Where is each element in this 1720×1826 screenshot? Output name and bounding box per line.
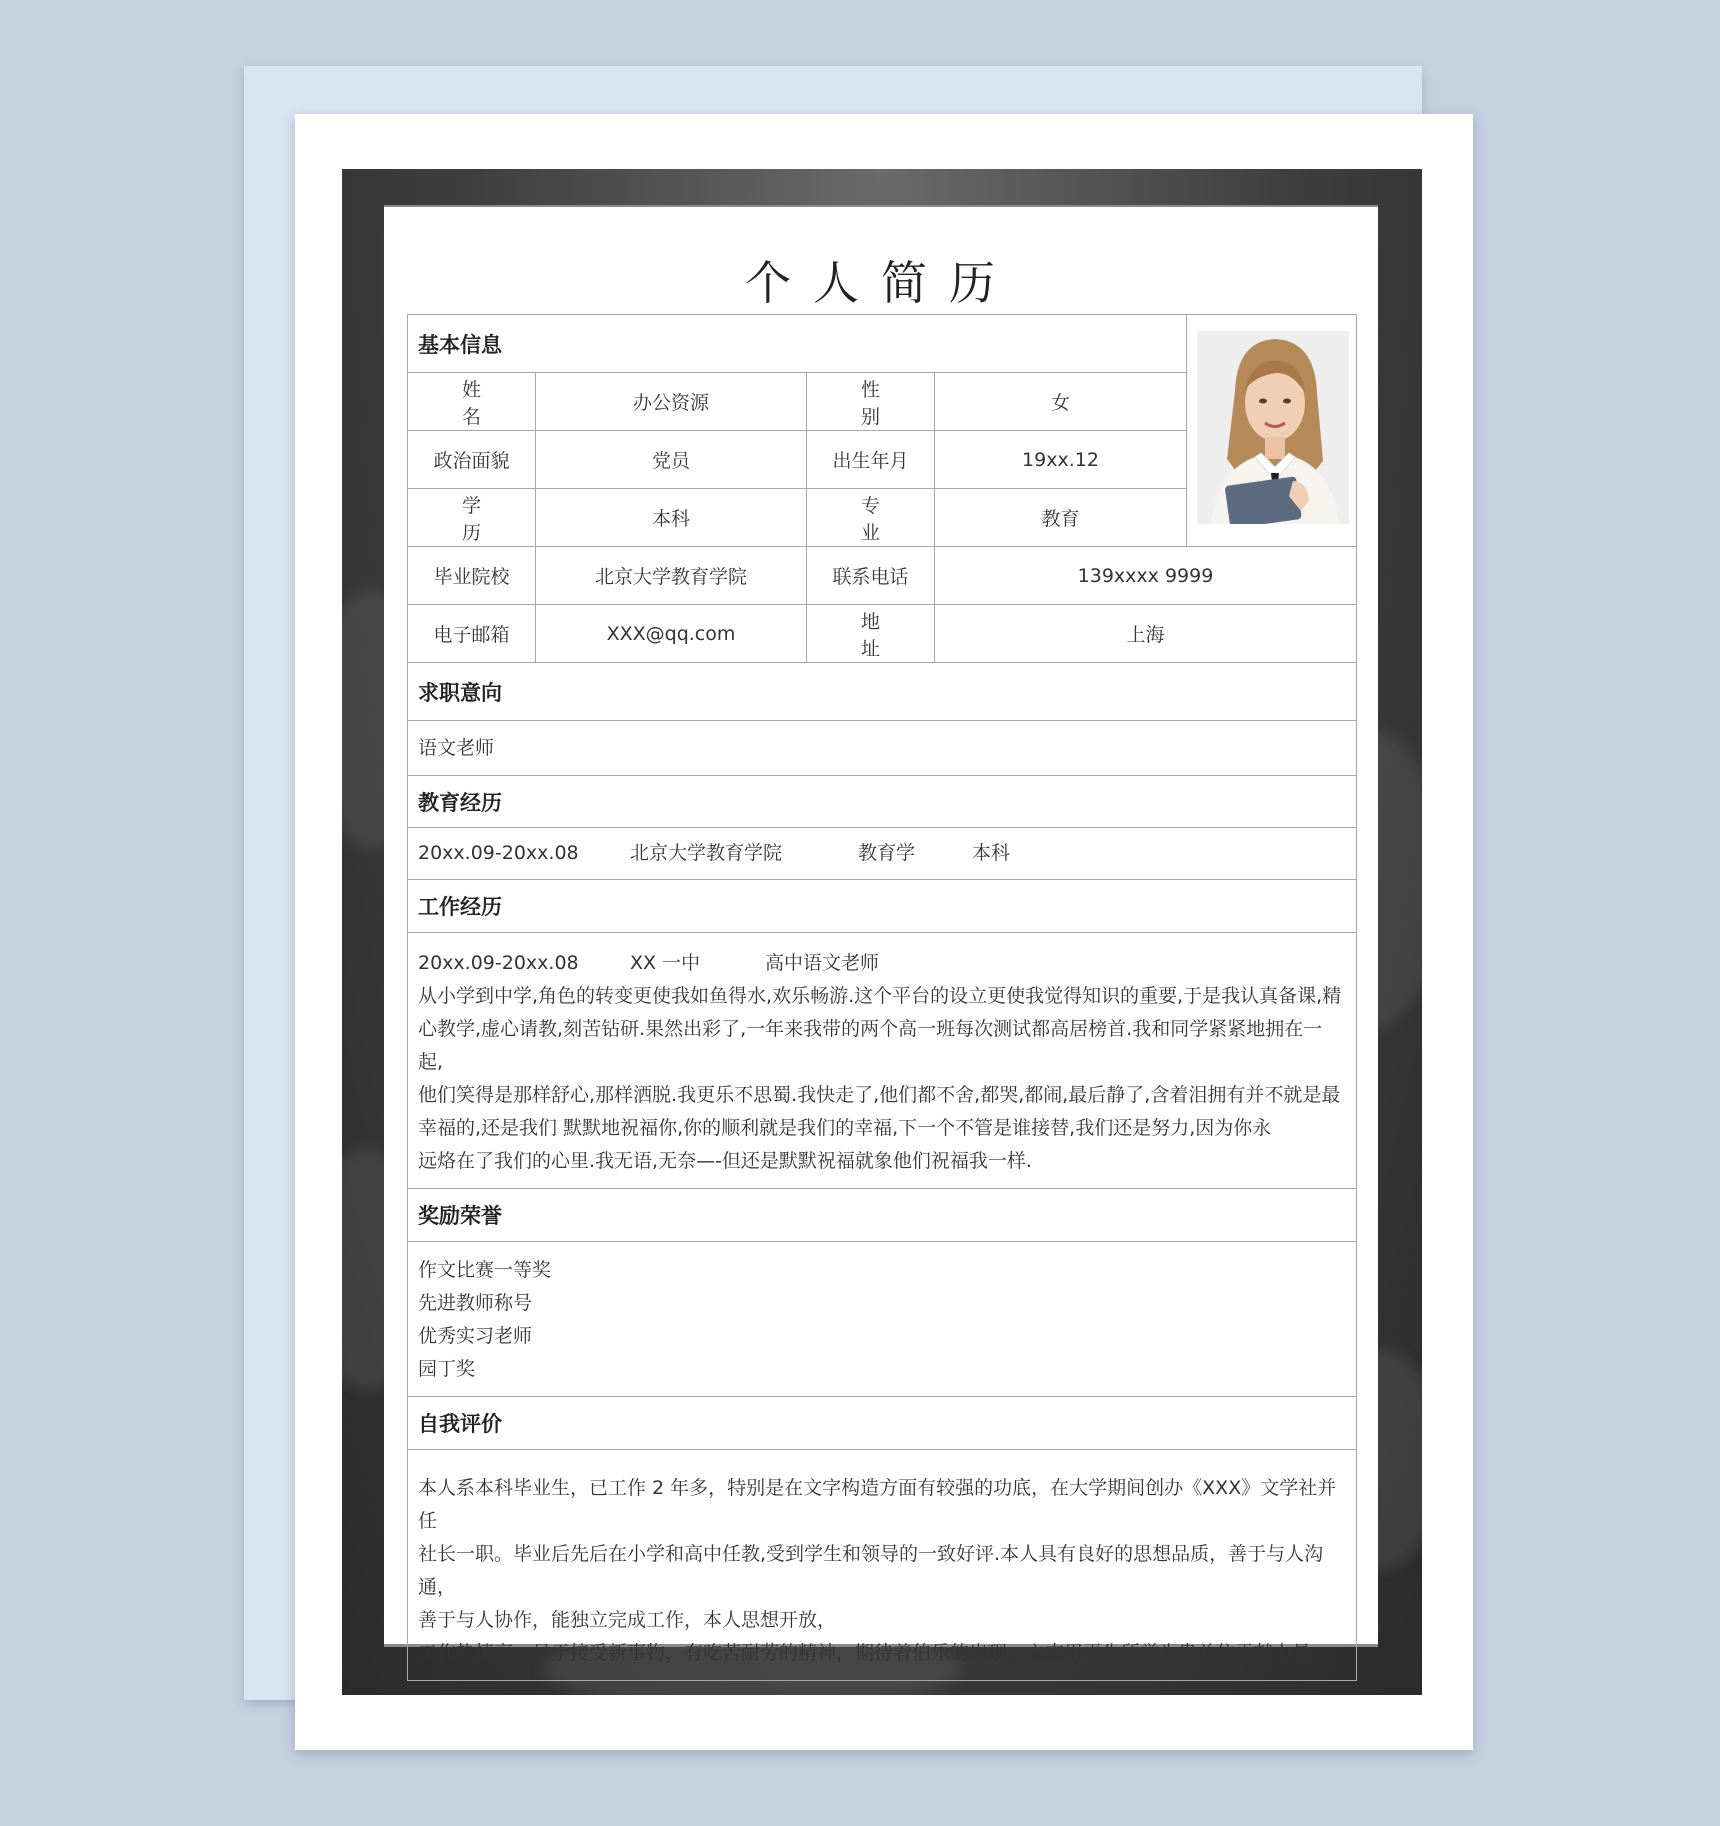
self-eval-line: 善于与人协作，能独立完成工作，本人思想开放， <box>418 1609 837 1631</box>
work-description-line: 他们笑得是那样舒心,那样洒脱.我更乐不思蜀.我快走了,他们都不舍,都哭,都闹,最后静了,含着泪拥有并不就是最 <box>418 1084 1341 1106</box>
section-job-intent-title: 求职意向 <box>408 663 1357 721</box>
label-name: 姓名 <box>408 373 536 431</box>
value-phone: 139xxxx 9999 <box>935 547 1357 605</box>
work-description-line: 远烙在了我们的心里.我无语,无奈—-但还是默默祝福就象他们祝福我一样. <box>418 1150 1032 1172</box>
education-major: 教育学 <box>858 842 916 864</box>
value-school: 北京大学教育学院 <box>536 547 807 605</box>
section-work-title: 工作经历 <box>408 880 1357 933</box>
value-degree: 本科 <box>536 489 807 547</box>
award-item: 优秀实习老师 <box>418 1325 533 1347</box>
section-self-eval-title: 自我评价 <box>408 1397 1357 1450</box>
self-eval-line: 社长一职。毕业后先后在小学和高中任教,受到学生和领导的一致好评.本人具有良好的思想品质，善于与人沟通， <box>418 1543 1324 1598</box>
self-evaluation <box>408 1450 1357 1681</box>
value-email: XXX@qq.com <box>536 605 807 663</box>
work-header <box>418 947 1346 980</box>
award-item: 先进教师称号 <box>418 1292 533 1314</box>
photo-cell <box>1187 315 1357 547</box>
label-phone: 联系电话 <box>807 547 935 605</box>
value-name: 办公资源 <box>536 373 807 431</box>
label-degree: 学历 <box>408 489 536 547</box>
work-description-line: 从小学到中学,角色的转变更使我如鱼得水,欢乐畅游.这个平台的设立更使我觉得知识的重要,于是我认真备课,精 <box>418 985 1342 1007</box>
work-entry <box>408 933 1357 1189</box>
label-school: 毕业院校 <box>408 547 536 605</box>
label-address: 地址 <box>807 605 935 663</box>
work-company: XX 一中 <box>630 952 701 974</box>
info-row-email <box>408 605 1357 663</box>
resume-page <box>384 205 1378 1664</box>
education-degree: 本科 <box>972 842 1011 864</box>
value-address: 上海 <box>935 605 1357 663</box>
education-period: 20xx.09-20xx.08 <box>418 842 579 864</box>
section-education-title: 教育经历 <box>408 776 1357 828</box>
label-gender: 性别 <box>807 373 935 431</box>
section-awards-title: 奖励荣誉 <box>408 1189 1357 1242</box>
value-political-status: 党员 <box>536 431 807 489</box>
label-political-status: 政治面貌 <box>408 431 536 489</box>
work-position: 高中语文老师 <box>765 952 880 974</box>
self-eval-line: 工作热情高，易于接受新事物，有吃苦耐劳的精神，期待着伯乐的出现，立志用平生所学为贵单位贡献力量。 <box>418 1642 1331 1664</box>
education-school: 北京大学教育学院 <box>630 842 783 864</box>
work-period: 20xx.09-20xx.08 <box>418 952 579 974</box>
job-intent-value: 语文老师 <box>408 721 1357 776</box>
awards-list <box>408 1242 1357 1397</box>
label-birth-date: 出生年月 <box>807 431 935 489</box>
value-major: 教育 <box>935 489 1187 547</box>
work-description-line: 心教学,虚心请教,刻苦钻研.果然出彩了,一年来我带的两个高一班每次测试都高居榜首.我和同学紧紧地拥在一起, <box>418 1018 1323 1073</box>
value-gender: 女 <box>935 373 1187 431</box>
award-item: 作文比赛一等奖 <box>418 1259 552 1281</box>
info-row-school <box>408 547 1357 605</box>
section-basic-info-title: 基本信息 <box>408 315 1187 373</box>
education-entry <box>408 828 1357 880</box>
value-birth-date: 19xx.12 <box>935 431 1187 489</box>
resume-table <box>407 314 1357 1681</box>
work-description-line: 幸福的,还是我们 默默地祝福你,你的顺利就是我们的幸福,下一个不管是谁接替,我们还是努力,因为你永 <box>418 1117 1272 1139</box>
label-email: 电子邮箱 <box>408 605 536 663</box>
label-major: 专业 <box>807 489 935 547</box>
profile-photo <box>1197 331 1349 524</box>
award-item: 园丁奖 <box>418 1358 476 1380</box>
page-title: 个人简历 <box>745 256 1017 310</box>
self-eval-line: 本人系本科毕业生，已工作 2 年多，特别是在文字构造方面有较强的功底，在大学期间创办《XXX》文学社并任 <box>418 1477 1337 1532</box>
